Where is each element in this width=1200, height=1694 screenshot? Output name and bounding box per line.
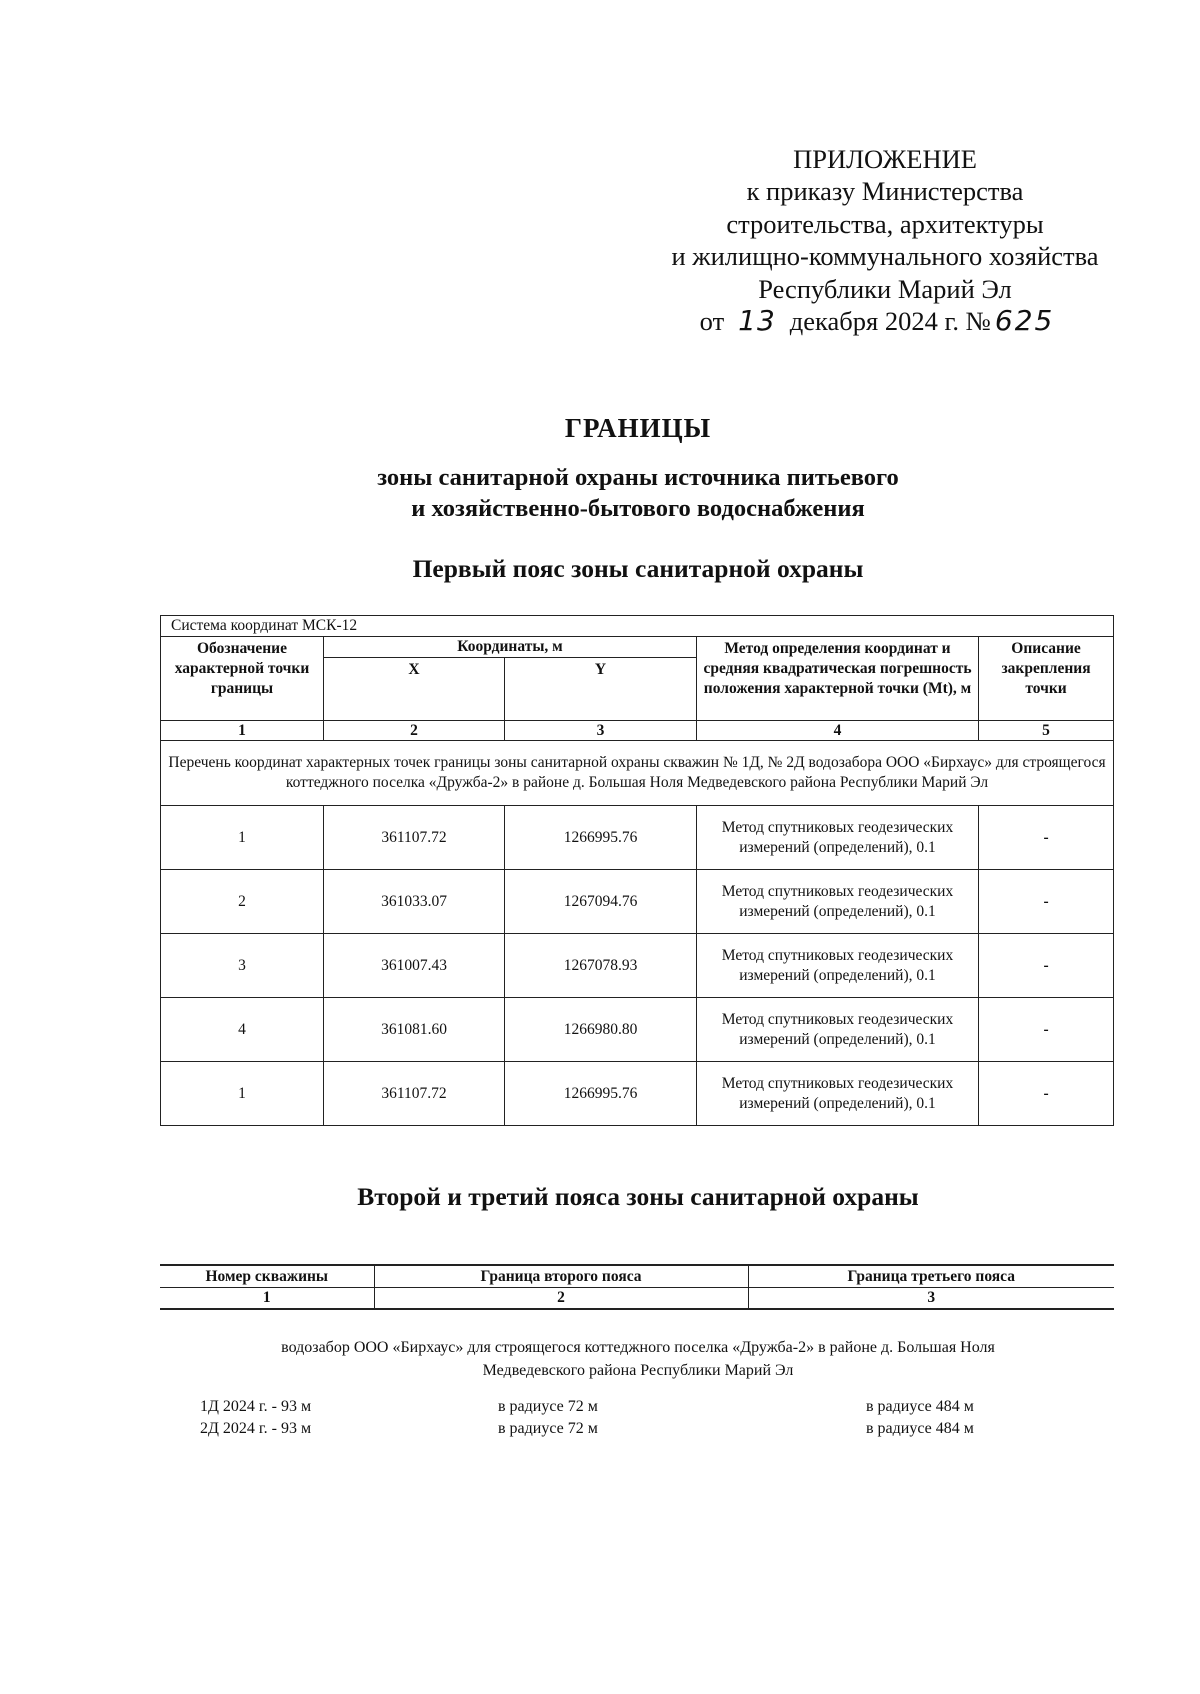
header-description: Описание закрепления точки — [979, 637, 1114, 721]
header-method: Метод определения координат и средняя квадратическая погрешность положения характерной точки (Mt), м — [697, 637, 979, 721]
water-intake-caption — [100, 1336, 1176, 1382]
x-cell: 361007.43 — [324, 934, 505, 998]
description-cell: - — [979, 1062, 1114, 1126]
description-cell: - — [979, 870, 1114, 934]
appendix-line: строительства, архитектуры — [726, 208, 1044, 239]
table-row — [161, 1062, 1114, 1126]
appendix-line: Республики Марий Эл — [758, 273, 1012, 304]
point-cell: 2 — [161, 870, 324, 934]
subtitle-line: и хозяйственно-бытового водоснабжения — [411, 495, 865, 522]
order-date-line — [592, 305, 1162, 337]
date-rest: декабря 2024 г. № — [789, 306, 991, 337]
description-cell: - — [979, 998, 1114, 1062]
document-subtitle — [0, 462, 1200, 524]
coordinate-system: Система координат МСК-12 — [161, 616, 1114, 637]
header-point: Обозначение характерной точки границы — [161, 637, 324, 721]
date-prefix: от — [699, 306, 725, 337]
table-row — [161, 998, 1114, 1062]
water-intake-line: водозабор ООО «Бирхаус» для строящегося коттеджного поселка «Дружба-2» в районе д. Большая Ноля — [281, 1339, 995, 1356]
table-row — [161, 934, 1114, 998]
method-cell: Метод спутниковых геодезических измерений (определений), 0.1 — [697, 998, 979, 1062]
second-belt-value: в радиусе 72 м — [498, 1398, 598, 1415]
column-number: 1 — [161, 721, 324, 741]
table-row — [161, 806, 1114, 870]
table-row — [161, 870, 1114, 934]
well-number: 2Д 2024 г. - 93 м — [200, 1420, 312, 1437]
section-title-first-belt: Первый пояс зоны санитарной охраны — [412, 554, 864, 583]
well-number: 1Д 2024 г. - 93 м — [200, 1398, 312, 1415]
handwritten-day: 13 — [738, 304, 776, 338]
header-second-belt: Граница второго пояса — [374, 1265, 748, 1288]
y-cell: 1266980.80 — [505, 998, 697, 1062]
column-number: 3 — [505, 721, 697, 741]
method-cell: Метод спутниковых геодезических измерений (определений), 0.1 — [697, 934, 979, 998]
column-number: 1 — [160, 1288, 374, 1310]
header-coordinates: Координаты, м — [324, 637, 697, 658]
subtitle-line: зоны санитарной охраны источника питьевого — [377, 464, 899, 491]
x-cell: 361107.72 — [324, 806, 505, 870]
method-cell: Метод спутниковых геодезических измерений (определений), 0.1 — [697, 870, 979, 934]
appendix-line: к приказу Министерства — [746, 176, 1024, 207]
list-caption: Перечень координат характерных точек границы зоны санитарной охраны скважин № 1Д, № 2Д водозабора ООО «Бирхаус» для строящегося коттеджного поселка «Дружба-2» в районе д. Большая Ноля Медведевского района Республики Марий Эл — [161, 741, 1114, 806]
y-cell: 1266995.76 — [505, 806, 697, 870]
point-cell: 3 — [161, 934, 324, 998]
column-number: 3 — [748, 1288, 1114, 1310]
description-cell: - — [979, 934, 1114, 998]
header-x: X — [324, 658, 505, 721]
column-number: 4 — [697, 721, 979, 741]
method-cell: Метод спутниковых геодезических измерений (определений), 0.1 — [697, 806, 979, 870]
y-cell: 1267078.93 — [505, 934, 697, 998]
header-well-number: Номер скважины — [160, 1265, 374, 1288]
description-cell: - — [979, 806, 1114, 870]
column-number: 2 — [374, 1288, 748, 1310]
x-cell: 361033.07 — [324, 870, 505, 934]
second-belt-value: в радиусе 72 м — [498, 1420, 598, 1437]
x-cell: 361107.72 — [324, 1062, 505, 1126]
coordinates-table — [160, 615, 1114, 1126]
column-number: 2 — [324, 721, 505, 741]
belts-table — [160, 1264, 1114, 1310]
section-title-second-third-belt: Второй и третий пояса зоны санитарной охраны — [357, 1182, 919, 1211]
appendix-line: и жилищно-коммунального хозяйства — [671, 241, 1099, 272]
y-cell: 1267094.76 — [505, 870, 697, 934]
document-title: ГРАНИЦЫ — [564, 413, 712, 443]
handwritten-order-number: 625 — [994, 304, 1055, 338]
water-intake-line: Медведевского района Республики Марий Эл — [482, 1362, 794, 1379]
point-cell: 1 — [161, 1062, 324, 1126]
third-belt-value: в радиусе 484 м — [866, 1420, 974, 1437]
third-belt-value: в радиусе 484 м — [866, 1398, 974, 1415]
method-cell: Метод спутниковых геодезических измерений (определений), 0.1 — [697, 1062, 979, 1126]
point-cell: 4 — [161, 998, 324, 1062]
column-number: 5 — [979, 721, 1114, 741]
appendix-title: ПРИЛОЖЕНИЕ — [793, 144, 977, 174]
header-y: Y — [505, 658, 697, 721]
y-cell: 1266995.76 — [505, 1062, 697, 1126]
point-cell: 1 — [161, 806, 324, 870]
x-cell: 361081.60 — [324, 998, 505, 1062]
header-third-belt: Граница третьего пояса — [748, 1265, 1114, 1288]
appendix-header — [600, 143, 1170, 337]
